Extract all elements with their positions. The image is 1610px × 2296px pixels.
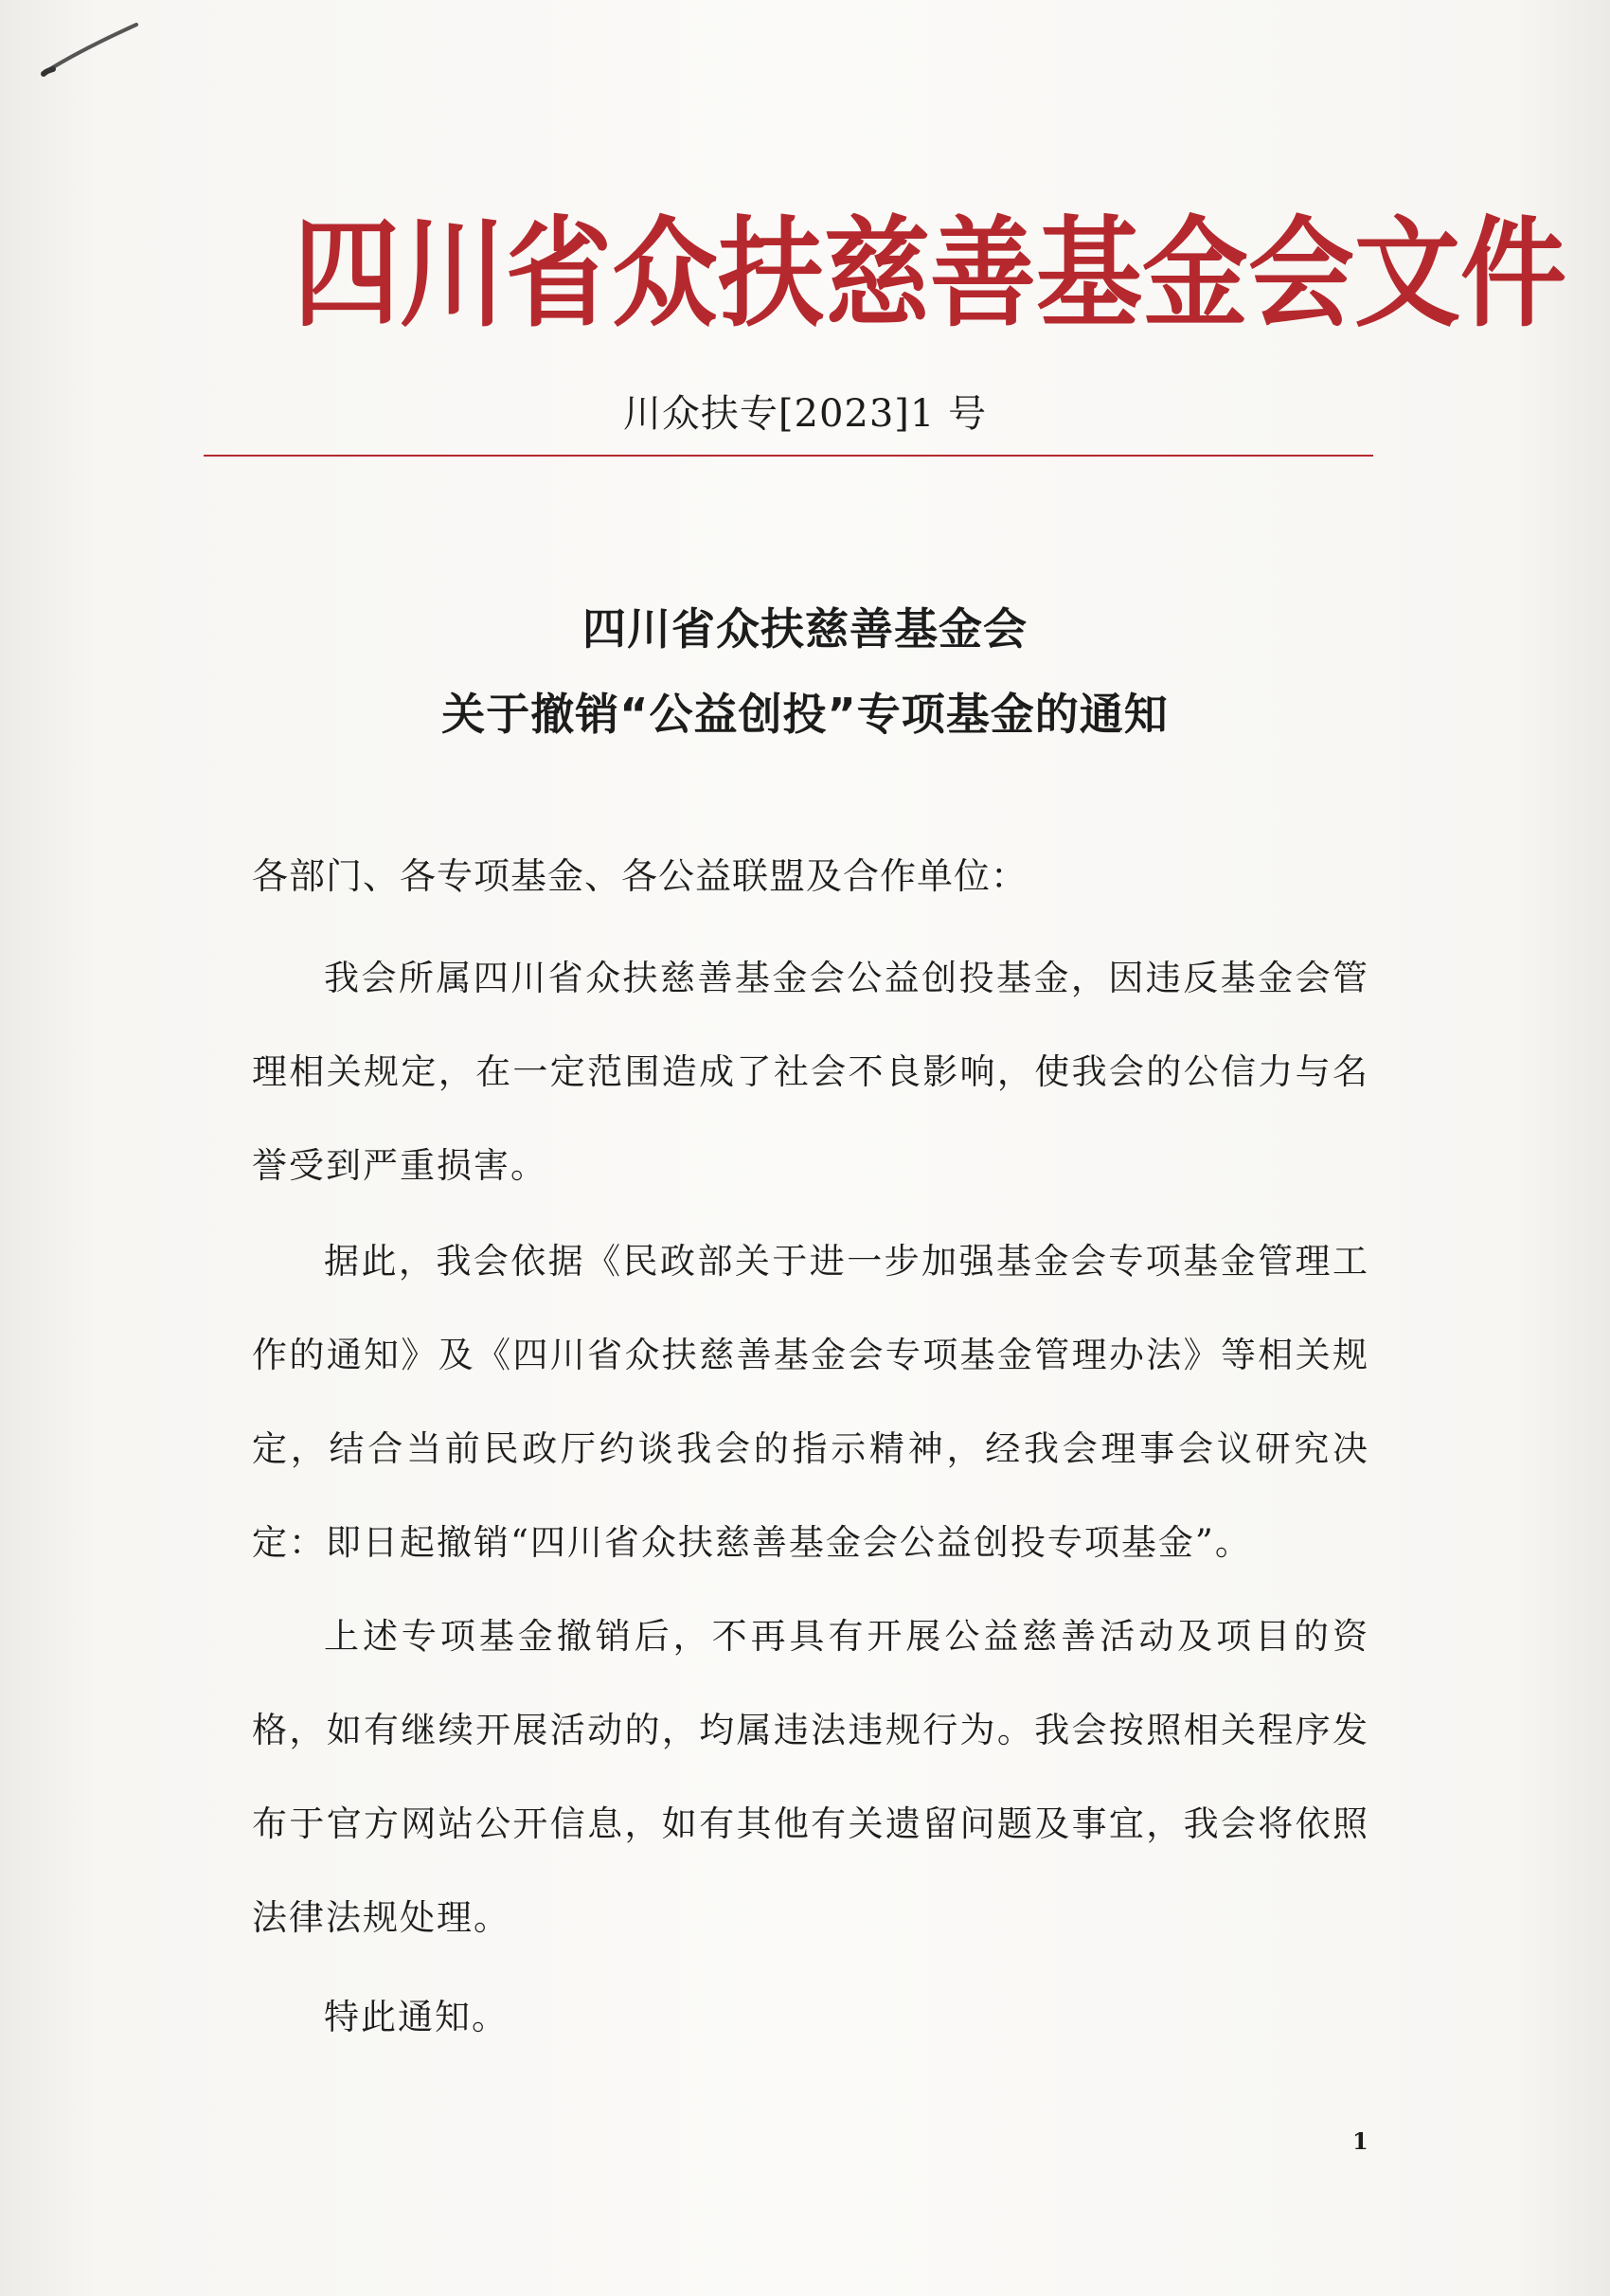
- document-number: 川众扶专[2023]1 号: [622, 392, 988, 436]
- masthead-char: 扶: [718, 206, 824, 344]
- masthead-char: 会: [1248, 206, 1354, 344]
- masthead-char: 文: [1354, 206, 1460, 344]
- masthead-char: 四: [294, 206, 400, 344]
- masthead-char: 基: [1036, 206, 1142, 344]
- salutation: 各部门、各专项基金、各公益联盟及合作单位：: [252, 855, 1029, 897]
- masthead-char: 金: [1142, 206, 1248, 344]
- masthead-char: 省: [506, 206, 612, 344]
- body-paragraph-3: 上述专项基金撤销后，不再具有开展公益慈善活动及项目的资格，如有继续开展活动的，均属违法违规行为。我会按照相关程序发布于官方网站公开信息，如有其他有关遗留问题及事宜，我会将依照法律法规处理。: [252, 1616, 1369, 1938]
- masthead-char: 件: [1460, 206, 1566, 344]
- masthead-char: 善: [930, 206, 1036, 344]
- red-separator-rule: [204, 455, 1373, 457]
- notice-title-line-2: 关于撤销“公益创投”专项基金的通知: [441, 689, 1169, 740]
- body-paragraph-1: 我会所属四川省众扶慈善基金会公益创投基金，因违反基金会管理相关规定，在一定范围造成了社会不良影响，使我会的公信力与名誉受到严重损害。: [252, 958, 1369, 1186]
- page-number: 1: [1352, 2127, 1368, 2155]
- pen-stroke-icon: [38, 17, 142, 83]
- body-paragraph-2: 据此，我会依据《民政部关于进一步加强基金会专项基金管理工作的通知》及《四川省众扶慈善基金会专项基金管理办法》等相关规定，结合当前民政厅约谈我会的指示精神，经我会理事会议研究决定：即日起撤销“四川省众扶慈善基金会公益创投专项基金”。: [252, 1241, 1369, 1563]
- closing-line: 特此通知。: [324, 1997, 509, 2037]
- document-masthead: [294, 206, 1566, 344]
- masthead-char: 川: [400, 206, 506, 344]
- masthead-char: 众: [612, 206, 718, 344]
- masthead-char: 慈: [824, 206, 930, 344]
- notice-title-line-1: 四川省众扶慈善基金会: [582, 603, 1028, 655]
